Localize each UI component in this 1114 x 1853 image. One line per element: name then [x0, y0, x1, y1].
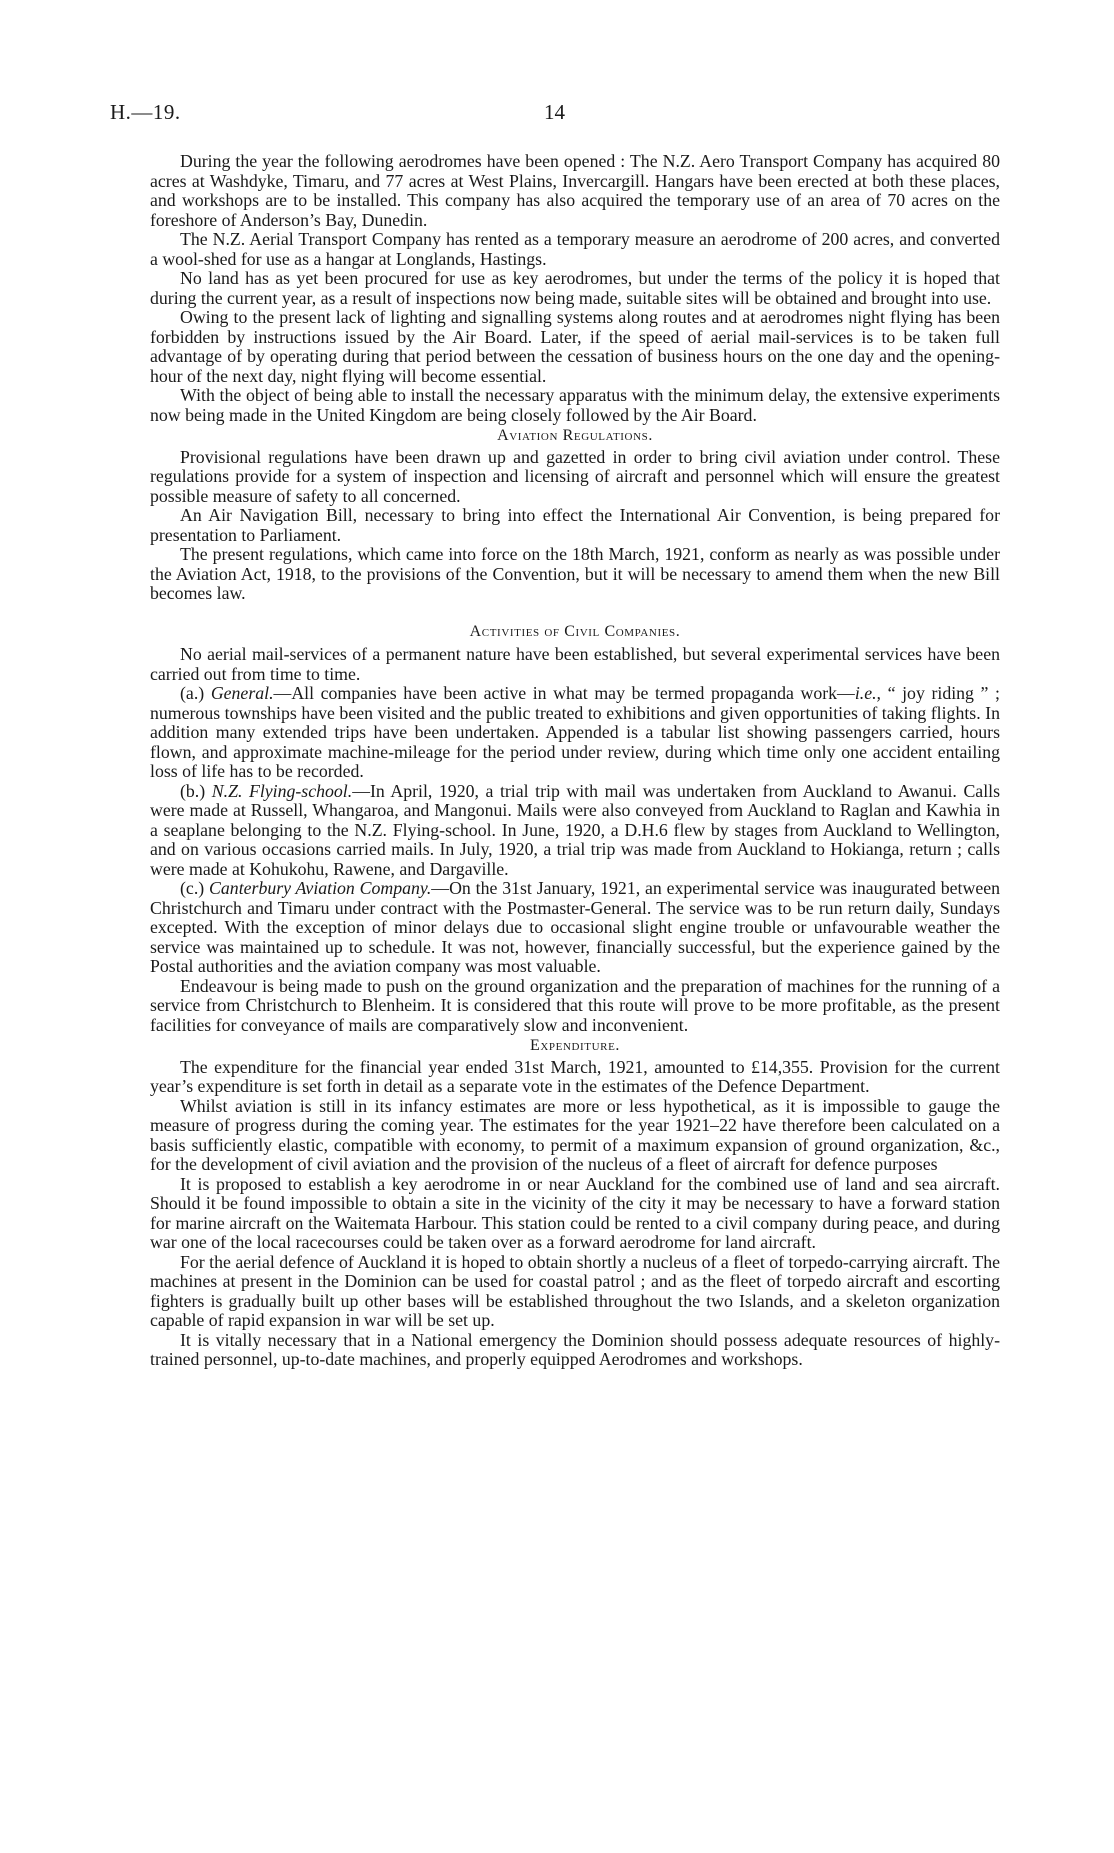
paragraph-provisional-regulations: Provisional regulations have been drawn up and gazetted in order to bring civil aviation under control. These regulations provide for a system of inspection and licensing of aircraft and personnel which will ensure the greatest possible measure of safety to all concerned. — [150, 446, 1000, 506]
document-body — [150, 152, 1000, 1370]
paragraph-aerial-transport-company: The N.Z. Aerial Transport Company has rented as a temporary measure an aerodrome of 200 acres, and converted a wool-shed for use as a hangar at Longlands, Hastings. — [150, 229, 1000, 269]
heading-expenditure: Expenditure. — [529, 1037, 621, 1054]
paragraph-night-flying: Owing to the present lack of lighting and signalling systems along routes and at aerodromes night flying has been forbidden by instructions issued by the Air Board. Later, if the speed of aerial mail-services is to be taken full advantage of by operating during that period between the cessation of business hours on the one day and the opening-hour of the next day, night flying will become essential. — [150, 307, 1000, 386]
paragraph-present-regulations: The present regulations, which came into force on the 18th March, 1921, conform as nearly as was possible under the Aviation Act, 1918, to the provisions of the Convention, but it will be necessary to amend them when the new Bill becomes law. — [150, 544, 1000, 603]
flying-school-body-text: —In April, 1920, a trial trip with mail was undertaken from Auckland to Awanui. Calls were made at Russell, Whangaroa, and Mangonui. Mails were also conveyed from Auckland to Raglan and Kawhia in a seaplane belonging to the N.Z. Flying-school. In June, 1920, a D.H.6 flew by stages from Auckland to Wellington, and on various occasions carried mails. In July, 1920, a trial trip was made from Auckland to Hokianga, return ; calls were made at Kohukohu, Rawene, and Dargaville. — [150, 780, 1000, 879]
paragraph-general — [150, 684, 1000, 782]
general-dash-text: —All companies have been active in what may be termed propaganda work— — [273, 683, 855, 703]
canterbury-body-text: —On the 31st January, 1921, an experimental service was inaugurated between Christchurch and Timaru under contract with the Postmaster-General. The service was to be run return daily, Sundays excepted. With the exception of minor delays due to occasional slight engine trouble or unfavourable weather the service was maintained up to schedule. It was not, however, financially successful, but the experience gained by the Postal authorities and the aviation company was most valuable. — [150, 878, 1000, 976]
paragraph-flying-school — [150, 782, 1000, 880]
paragraph-expenditure-amount: The expenditure for the financial year ended 31st March, 1921, amounted to £14,355. Provision for the current year’s expenditure is set forth in detail as a separate vote in the estimates of the Defence Department. — [150, 1056, 1000, 1096]
ie-text: i.e., — [854, 683, 881, 703]
page-header — [110, 100, 1010, 130]
paragraph-experiments: With the object of being able to install the necessary apparatus with the minimum delay, the extensive experiments now being made in the United Kingdom are being closely followed by the Air Board. — [150, 385, 1000, 425]
title-flying-school: N.Z. Flying-school. — [211, 780, 353, 801]
label-c: (c.) — [180, 878, 205, 898]
paragraph-no-mail-services: No aerial mail-services of a permanent nature have been established, but several experimental services have been carried out from time to time. — [150, 644, 1000, 684]
paragraph-canterbury — [150, 879, 1000, 977]
heading-aviation-regulations: Aviation Regulations. — [497, 427, 653, 444]
general-body-text: “ joy riding ” ; numerous townships have been visited and the public treated to exhibitions and given opportunities of taking flights. In addition many extended trips have been undertaken. Appended is a tabular list showing passengers carried, hours flown, and approximate machine-mileage for the period under review, during which time only one accident entailing loss of life has to be recorded. — [150, 683, 1000, 781]
paragraph-auckland-aerodrome: It is proposed to establish a key aerodrome in or near Auckland for the combined use of land and sea aircraft. Should it be found impossible to obtain a site in the vicinity of the city it may be necessary to have a forward station for marine aircraft on the Waitemata Harbour. This station could be rented to a civil company during peace, and during war one of the local racecourses could be taken over as a forward aerodrome for land aircraft. — [150, 1173, 1000, 1252]
heading-civil-companies: Activities of Civil Companies. — [469, 622, 681, 640]
paragraph-air-navigation-bill: An Air Navigation Bill, necessary to bring into effect the International Air Convention, is being prepared for presentation to Parliament. — [150, 505, 1000, 545]
title-general: General. — [210, 683, 274, 703]
label-a: (a.) — [180, 683, 205, 703]
paragraph-aerial-defence: For the aerial defence of Auckland it is hoped to obtain shortly a nucleus of a fleet of torpedo-carrying aircraft. The machines at present in the Dominion can be used for coastal patrol ; and as the fleet of torpedo aircraft and escorting fighters is gradually built up other bases will be established throughout the two Islands, and a skeleton organization capable of rapid expansion in war will be set up. — [150, 1251, 1000, 1330]
paragraph-estimates: Whilst aviation is still in its infancy estimates are more or less hypothetical, as it is impossible to gauge the measure of progress during the coming year. The estimates for the year 1921–22 have therefore been calculated on a basis sufficiently elastic, compatible with economy, to permit of a maximum expansion of ground organization, &c., for the development of civil aviation and the provision of the nucleus of a fleet of aircraft for defence purposes — [150, 1095, 1000, 1174]
label-b: (b.) — [180, 780, 206, 801]
page-number: 14 — [544, 100, 565, 124]
document-reference: H.—19. — [110, 100, 181, 124]
paragraph-key-aerodromes: No land has as yet been procured for use as key aerodromes, but under the terms of the policy it is hoped that during the current year, as a result of inspections now being made, suitable sites will be obtained and brought into use. — [150, 268, 1000, 308]
paragraph-national-emergency: It is vitally necessary that in a National emergency the Dominion should possess adequate resources of highly-trained personnel, up-to-date machines, and properly equipped Aerodromes and workshops. — [150, 1329, 1000, 1369]
paragraph-aerodromes-opened: During the year the following aerodromes have been opened : The N.Z. Aero Transport Company has acquired 80 acres at Washdyke, Timaru, and 77 acres at West Plains, Invercargill. Hangars have been erected at both these places, and workshops are to be installed. This company has also acquired the temporary use of an area of 70 acres on the foreshore of Anderson’s Bay, Dunedin. — [150, 151, 1000, 230]
title-canterbury: Canterbury Aviation Company. — [209, 878, 432, 898]
paragraph-blenheim-service: Endeavour is being made to push on the ground organization and the preparation of machines for the running of a service from Christchurch to Blenheim. It is considered that this route will prove to be more profitable, as the present facilities for conveyance of mails are comparatively slow and inconvenient. — [150, 975, 1000, 1035]
